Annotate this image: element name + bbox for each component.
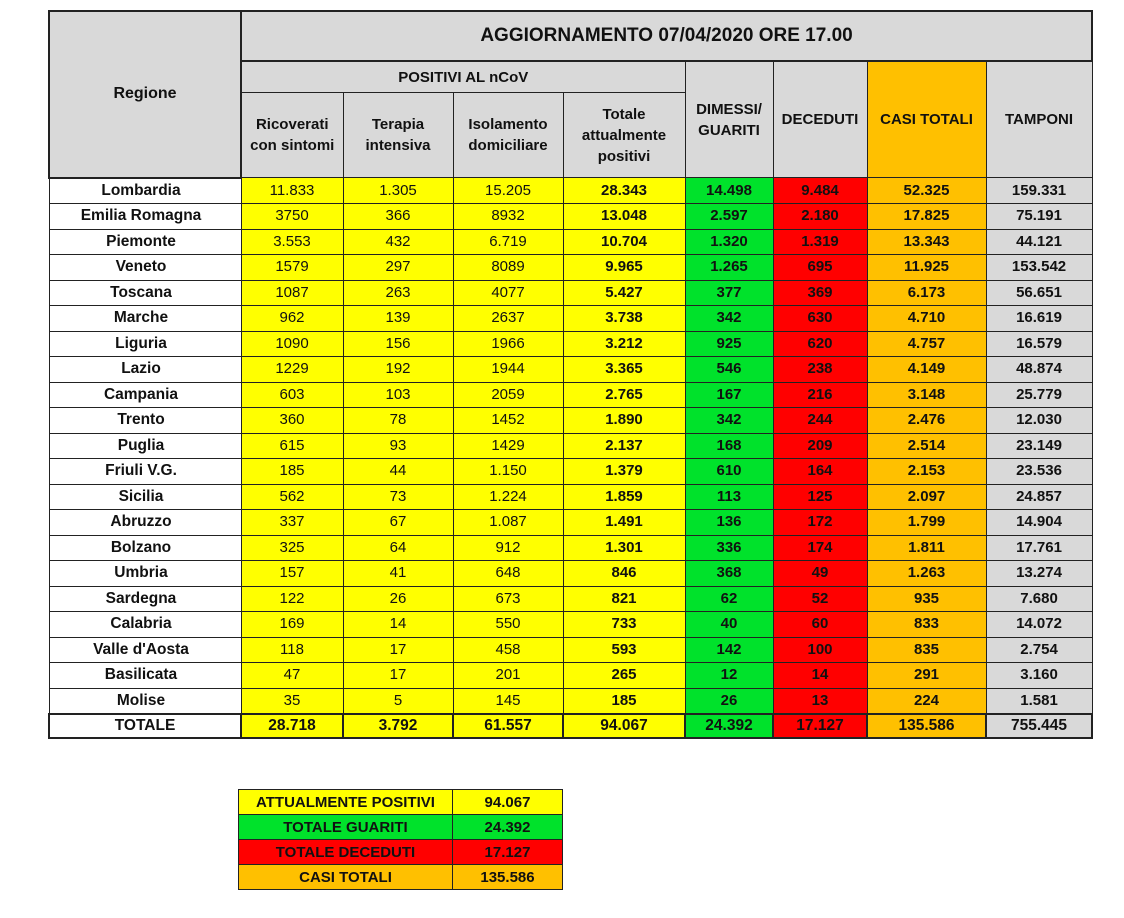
cell-casi: 4.710 <box>867 306 986 332</box>
region-name: Marche <box>49 306 241 332</box>
cell-casi: 224 <box>867 688 986 714</box>
region-name: Lombardia <box>49 178 241 204</box>
table-row <box>49 229 1092 255</box>
region-name: Campania <box>49 382 241 408</box>
cell-terapia: 67 <box>343 510 453 536</box>
cell-ricoverati: 1229 <box>241 357 343 383</box>
table-row <box>49 382 1092 408</box>
cell-totale: 1.859 <box>563 484 685 510</box>
cell-isolamento: 1966 <box>453 331 563 357</box>
region-name: Trento <box>49 408 241 434</box>
cell-casi: 935 <box>867 586 986 612</box>
cell-ricoverati: 603 <box>241 382 343 408</box>
cell-casi: 1.799 <box>867 510 986 536</box>
table-row <box>49 510 1092 536</box>
table-row <box>49 561 1092 587</box>
cell-terapia: 14 <box>343 612 453 638</box>
cell-tamponi: 44.121 <box>986 229 1092 255</box>
cell-tamponi: 12.030 <box>986 408 1092 434</box>
total-terapia: 3.792 <box>343 714 453 738</box>
cell-tamponi: 56.651 <box>986 280 1092 306</box>
cell-terapia: 41 <box>343 561 453 587</box>
total-ricoverati: 28.718 <box>241 714 343 738</box>
cell-dimessi: 142 <box>685 637 773 663</box>
table-row <box>49 484 1092 510</box>
cell-terapia: 64 <box>343 535 453 561</box>
cell-isolamento: 550 <box>453 612 563 638</box>
cell-ricoverati: 325 <box>241 535 343 561</box>
cell-isolamento: 648 <box>453 561 563 587</box>
cell-deceduti: 238 <box>773 357 867 383</box>
cell-isolamento: 673 <box>453 586 563 612</box>
cell-totale: 2.765 <box>563 382 685 408</box>
summary-label: TOTALE GUARITI <box>239 815 453 840</box>
table-row <box>49 586 1092 612</box>
cell-tamponi: 13.274 <box>986 561 1092 587</box>
cell-isolamento: 1.150 <box>453 459 563 485</box>
total-dimessi: 24.392 <box>685 714 773 738</box>
totals-label: TOTALE <box>49 714 241 738</box>
cell-totale: 10.704 <box>563 229 685 255</box>
region-name: Bolzano <box>49 535 241 561</box>
cell-dimessi: 26 <box>685 688 773 714</box>
cell-isolamento: 2637 <box>453 306 563 332</box>
table-row <box>49 306 1092 332</box>
header-totale-positivi: Totale attualmente positivi <box>563 93 685 178</box>
page-title: AGGIORNAMENTO 07/04/2020 ORE 17.00 <box>241 11 1092 61</box>
cell-dimessi: 12 <box>685 663 773 689</box>
cell-terapia: 103 <box>343 382 453 408</box>
cell-isolamento: 4077 <box>453 280 563 306</box>
cell-totale: 1.379 <box>563 459 685 485</box>
cell-deceduti: 164 <box>773 459 867 485</box>
header-deceduti: DECEDUTI <box>773 61 867 178</box>
cell-tamponi: 16.579 <box>986 331 1092 357</box>
cell-casi: 3.148 <box>867 382 986 408</box>
cell-ricoverati: 11.833 <box>241 178 343 204</box>
cell-dimessi: 610 <box>685 459 773 485</box>
cell-tamponi: 16.619 <box>986 306 1092 332</box>
covid-regional-table <box>48 10 1093 739</box>
cell-deceduti: 52 <box>773 586 867 612</box>
cell-terapia: 366 <box>343 204 453 230</box>
cell-dimessi: 925 <box>685 331 773 357</box>
total-casi: 135.586 <box>867 714 986 738</box>
cell-terapia: 139 <box>343 306 453 332</box>
cell-tamponi: 17.761 <box>986 535 1092 561</box>
region-name: Piemonte <box>49 229 241 255</box>
table-row <box>49 357 1092 383</box>
cell-totale: 185 <box>563 688 685 714</box>
cell-terapia: 1.305 <box>343 178 453 204</box>
cell-dimessi: 336 <box>685 535 773 561</box>
cell-casi: 13.343 <box>867 229 986 255</box>
cell-totale: 13.048 <box>563 204 685 230</box>
cell-deceduti: 49 <box>773 561 867 587</box>
region-name: Toscana <box>49 280 241 306</box>
cell-dimessi: 14.498 <box>685 178 773 204</box>
cell-terapia: 156 <box>343 331 453 357</box>
cell-isolamento: 1452 <box>453 408 563 434</box>
cell-casi: 6.173 <box>867 280 986 306</box>
summary-label: TOTALE DECEDUTI <box>239 840 453 865</box>
cell-isolamento: 15.205 <box>453 178 563 204</box>
cell-tamponi: 7.680 <box>986 586 1092 612</box>
cell-ricoverati: 1579 <box>241 255 343 281</box>
cell-terapia: 78 <box>343 408 453 434</box>
cell-deceduti: 14 <box>773 663 867 689</box>
summary-table <box>238 789 563 890</box>
cell-ricoverati: 122 <box>241 586 343 612</box>
cell-terapia: 93 <box>343 433 453 459</box>
region-name: Umbria <box>49 561 241 587</box>
cell-deceduti: 60 <box>773 612 867 638</box>
summary-value: 24.392 <box>453 815 563 840</box>
total-totale-positivi: 94.067 <box>563 714 685 738</box>
header-isolamento: Isolamento domiciliare <box>453 93 563 178</box>
cell-tamponi: 159.331 <box>986 178 1092 204</box>
cell-ricoverati: 35 <box>241 688 343 714</box>
cell-deceduti: 100 <box>773 637 867 663</box>
cell-tamponi: 1.581 <box>986 688 1092 714</box>
cell-totale: 593 <box>563 637 685 663</box>
table-row <box>49 255 1092 281</box>
cell-ricoverati: 3750 <box>241 204 343 230</box>
cell-isolamento: 912 <box>453 535 563 561</box>
table-row <box>49 408 1092 434</box>
summary-value: 94.067 <box>453 790 563 815</box>
cell-dimessi: 62 <box>685 586 773 612</box>
cell-tamponi: 25.779 <box>986 382 1092 408</box>
cell-ricoverati: 615 <box>241 433 343 459</box>
cell-totale: 265 <box>563 663 685 689</box>
cell-totale: 821 <box>563 586 685 612</box>
cell-tamponi: 14.072 <box>986 612 1092 638</box>
cell-casi: 833 <box>867 612 986 638</box>
cell-isolamento: 458 <box>453 637 563 663</box>
cell-deceduti: 172 <box>773 510 867 536</box>
cell-deceduti: 244 <box>773 408 867 434</box>
region-name: Abruzzo <box>49 510 241 536</box>
cell-tamponi: 14.904 <box>986 510 1092 536</box>
cell-terapia: 192 <box>343 357 453 383</box>
cell-terapia: 44 <box>343 459 453 485</box>
totals-row <box>49 714 1092 738</box>
cell-deceduti: 1.319 <box>773 229 867 255</box>
cell-isolamento: 1.087 <box>453 510 563 536</box>
region-name: Veneto <box>49 255 241 281</box>
cell-deceduti: 13 <box>773 688 867 714</box>
cell-isolamento: 8089 <box>453 255 563 281</box>
cell-dimessi: 136 <box>685 510 773 536</box>
cell-deceduti: 630 <box>773 306 867 332</box>
cell-dimessi: 377 <box>685 280 773 306</box>
cell-totale: 3.738 <box>563 306 685 332</box>
cell-terapia: 17 <box>343 637 453 663</box>
region-name: Lazio <box>49 357 241 383</box>
cell-terapia: 297 <box>343 255 453 281</box>
cell-casi: 2.153 <box>867 459 986 485</box>
cell-deceduti: 620 <box>773 331 867 357</box>
cell-casi: 1.263 <box>867 561 986 587</box>
cell-tamponi: 153.542 <box>986 255 1092 281</box>
summary-label: ATTUALMENTE POSITIVI <box>239 790 453 815</box>
summary-row <box>239 865 563 890</box>
cell-casi: 2.097 <box>867 484 986 510</box>
cell-ricoverati: 3.553 <box>241 229 343 255</box>
cell-isolamento: 201 <box>453 663 563 689</box>
total-tamponi: 755.445 <box>986 714 1092 738</box>
cell-tamponi: 75.191 <box>986 204 1092 230</box>
header-ricoverati: Ricoverati con sintomi <box>241 93 343 178</box>
cell-deceduti: 9.484 <box>773 178 867 204</box>
cell-terapia: 5 <box>343 688 453 714</box>
cell-terapia: 73 <box>343 484 453 510</box>
cell-isolamento: 1429 <box>453 433 563 459</box>
summary-row <box>239 840 563 865</box>
header-terapia: Terapia intensiva <box>343 93 453 178</box>
region-name: Molise <box>49 688 241 714</box>
cell-ricoverati: 562 <box>241 484 343 510</box>
header-casi-totali: CASI TOTALI <box>867 61 986 178</box>
region-name: Sicilia <box>49 484 241 510</box>
cell-dimessi: 113 <box>685 484 773 510</box>
cell-deceduti: 695 <box>773 255 867 281</box>
cell-casi: 1.811 <box>867 535 986 561</box>
header-dimessi: DIMESSI/ GUARITI <box>685 61 773 178</box>
region-name: Valle d'Aosta <box>49 637 241 663</box>
region-name: Emilia Romagna <box>49 204 241 230</box>
cell-tamponi: 2.754 <box>986 637 1092 663</box>
cell-dimessi: 1.320 <box>685 229 773 255</box>
cell-dimessi: 368 <box>685 561 773 587</box>
table-row <box>49 204 1092 230</box>
cell-totale: 28.343 <box>563 178 685 204</box>
cell-deceduti: 216 <box>773 382 867 408</box>
cell-isolamento: 2059 <box>453 382 563 408</box>
cell-tamponi: 48.874 <box>986 357 1092 383</box>
cell-ricoverati: 169 <box>241 612 343 638</box>
cell-isolamento: 6.719 <box>453 229 563 255</box>
cell-totale: 1.491 <box>563 510 685 536</box>
cell-ricoverati: 1090 <box>241 331 343 357</box>
table-body <box>49 178 1092 715</box>
cell-tamponi: 3.160 <box>986 663 1092 689</box>
cell-terapia: 263 <box>343 280 453 306</box>
cell-deceduti: 369 <box>773 280 867 306</box>
table-row <box>49 331 1092 357</box>
cell-totale: 5.427 <box>563 280 685 306</box>
cell-casi: 11.925 <box>867 255 986 281</box>
cell-ricoverati: 185 <box>241 459 343 485</box>
cell-deceduti: 2.180 <box>773 204 867 230</box>
cell-ricoverati: 962 <box>241 306 343 332</box>
cell-casi: 52.325 <box>867 178 986 204</box>
header-tamponi: TAMPONI <box>986 61 1092 178</box>
table-row <box>49 612 1092 638</box>
cell-deceduti: 125 <box>773 484 867 510</box>
table-row <box>49 535 1092 561</box>
summary-row <box>239 790 563 815</box>
cell-dimessi: 342 <box>685 306 773 332</box>
cell-totale: 1.301 <box>563 535 685 561</box>
cell-terapia: 17 <box>343 663 453 689</box>
total-deceduti: 17.127 <box>773 714 867 738</box>
cell-ricoverati: 360 <box>241 408 343 434</box>
cell-casi: 2.514 <box>867 433 986 459</box>
cell-ricoverati: 337 <box>241 510 343 536</box>
cell-terapia: 432 <box>343 229 453 255</box>
summary-value: 17.127 <box>453 840 563 865</box>
cell-totale: 2.137 <box>563 433 685 459</box>
region-name: Calabria <box>49 612 241 638</box>
cell-dimessi: 1.265 <box>685 255 773 281</box>
cell-dimessi: 342 <box>685 408 773 434</box>
region-name: Puglia <box>49 433 241 459</box>
region-name: Friuli V.G. <box>49 459 241 485</box>
cell-dimessi: 168 <box>685 433 773 459</box>
cell-isolamento: 1.224 <box>453 484 563 510</box>
cell-deceduti: 209 <box>773 433 867 459</box>
cell-isolamento: 8932 <box>453 204 563 230</box>
cell-casi: 2.476 <box>867 408 986 434</box>
cell-totale: 846 <box>563 561 685 587</box>
cell-terapia: 26 <box>343 586 453 612</box>
region-name: Sardegna <box>49 586 241 612</box>
table-row <box>49 178 1092 204</box>
cell-totale: 1.890 <box>563 408 685 434</box>
cell-dimessi: 546 <box>685 357 773 383</box>
cell-dimessi: 2.597 <box>685 204 773 230</box>
cell-totale: 3.365 <box>563 357 685 383</box>
header-positivi-group: POSITIVI AL nCoV <box>241 61 685 93</box>
cell-casi: 4.757 <box>867 331 986 357</box>
table-row <box>49 433 1092 459</box>
cell-casi: 4.149 <box>867 357 986 383</box>
cell-ricoverati: 157 <box>241 561 343 587</box>
summary-label: CASI TOTALI <box>239 865 453 890</box>
summary-row <box>239 815 563 840</box>
cell-isolamento: 145 <box>453 688 563 714</box>
cell-totale: 733 <box>563 612 685 638</box>
cell-tamponi: 24.857 <box>986 484 1092 510</box>
cell-isolamento: 1944 <box>453 357 563 383</box>
table-row <box>49 459 1092 485</box>
summary-value: 135.586 <box>453 865 563 890</box>
cell-deceduti: 174 <box>773 535 867 561</box>
cell-dimessi: 167 <box>685 382 773 408</box>
header-regione: Regione <box>49 11 241 178</box>
total-isolamento: 61.557 <box>453 714 563 738</box>
table-row <box>49 688 1092 714</box>
region-name: Liguria <box>49 331 241 357</box>
cell-casi: 17.825 <box>867 204 986 230</box>
cell-totale: 3.212 <box>563 331 685 357</box>
cell-casi: 291 <box>867 663 986 689</box>
cell-tamponi: 23.536 <box>986 459 1092 485</box>
cell-dimessi: 40 <box>685 612 773 638</box>
table-row <box>49 280 1092 306</box>
cell-casi: 835 <box>867 637 986 663</box>
table-row <box>49 637 1092 663</box>
cell-ricoverati: 118 <box>241 637 343 663</box>
cell-ricoverati: 1087 <box>241 280 343 306</box>
cell-totale: 9.965 <box>563 255 685 281</box>
table-row <box>49 663 1092 689</box>
region-name: Basilicata <box>49 663 241 689</box>
cell-tamponi: 23.149 <box>986 433 1092 459</box>
cell-ricoverati: 47 <box>241 663 343 689</box>
